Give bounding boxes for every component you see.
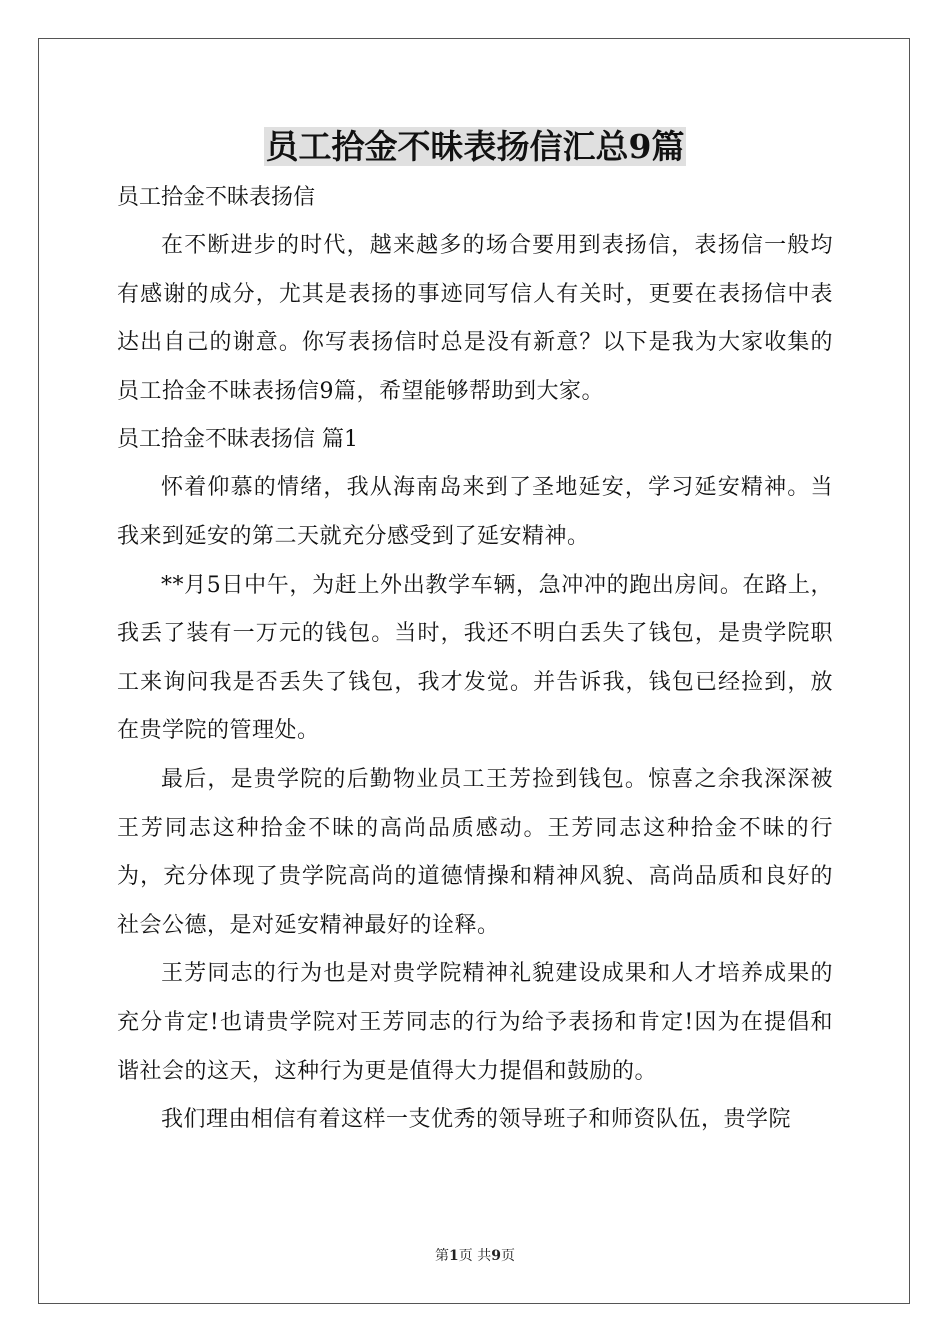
section-heading: 员工拾金不昧表扬信 篇1 — [117, 427, 358, 453]
body-paragraph: **月5日中午，为赶上外出教学车辆，急冲冲的跑出房间。在路上，我丢了装有一万元的钱包。当时，我还不明白丢失了钱包，是贵学院职工来询问我是否丢失了钱包，我才发觉。并告诉我，钱包已经捡到，放在贵学院的管理处。 — [117, 572, 833, 744]
document-title — [0, 124, 950, 170]
footer-suffix: 页 — [500, 1248, 515, 1264]
document-body — [117, 174, 833, 1145]
document-title-text: 员工拾金不昧表扬信汇总9篇 — [265, 127, 685, 166]
section-heading: 员工拾金不昧表扬信 — [117, 185, 316, 210]
body-paragraph: 最后，是贵学院的后勤物业员工王芳捡到钱包。惊喜之余我深深被王芳同志这种拾金不昧的高尚品质感动。王芳同志这种拾金不昧的行为，充分体现了贵学院高尚的道德情操和精神风貌、高尚品质和良好的社会公德，是对延安精神最好的诠释。 — [117, 766, 833, 938]
footer-page-number: 1 — [449, 1248, 459, 1264]
body-paragraph: 怀着仰慕的情绪，我从海南岛来到了圣地延安，学习延安精神。当我来到延安的第二天就充分感受到了延安精神。 — [117, 475, 833, 549]
body-paragraph: 王芳同志的行为也是对贵学院精神礼貌建设成果和人才培养成果的充分肯定!也请贵学院对王芳同志的行为给予表扬和肯定!因为在提倡和谐社会的这天，这种行为更是值得大力提倡和鼓励的。 — [117, 961, 833, 1084]
body-paragraph: 在不断进步的时代，越来越多的场合要用到表扬信，表扬信一般均有感谢的成分，尤其是表扬的事迹同写信人有关时，更要在表扬信中表达出自己的谢意。你写表扬信时总是没有新意？以下是我为大家收集的员工拾金不昧表扬信9篇，希望能够帮助到大家。 — [117, 233, 833, 404]
page-footer — [0, 1245, 950, 1265]
footer-total-pages: 9 — [491, 1248, 501, 1264]
footer-mid: 页 共 — [458, 1248, 492, 1264]
footer-prefix: 第 — [435, 1248, 450, 1264]
body-paragraph: 我们理由相信有着这样一支优秀的领导班子和师资队伍，贵学院 — [161, 1107, 792, 1133]
